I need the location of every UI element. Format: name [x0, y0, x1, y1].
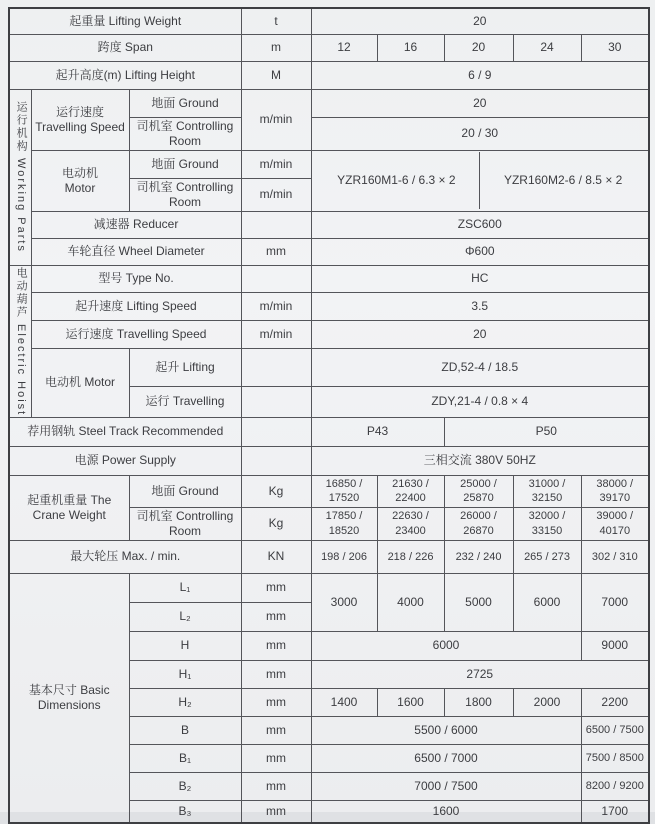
sublabel-b2: B₂: [129, 772, 241, 800]
row-crane-weight-ground: [9, 475, 649, 507]
unit-type-no-empty: [241, 265, 311, 292]
value-crane-weight-cab-1: 17850 / 18520: [311, 507, 377, 540]
sublabel-b1: B₁: [129, 744, 241, 772]
row-lifting-height: [9, 61, 649, 89]
value-crane-weight-cab-4: 32000 / 33150: [513, 507, 581, 540]
value-motor-left: YZR160M1-6 / 6.3 × 2: [337, 173, 456, 187]
value-b1-main: 6500 / 7000: [311, 744, 581, 772]
working-parts-vertical-text: 运行机构 Working Parts: [15, 101, 28, 253]
label-travelling-speed: 运行速度 Travelling Speed: [31, 89, 129, 150]
value-hoist-travelling-speed: 20: [311, 320, 649, 348]
value-max-wheel-load-1: 198 / 206: [311, 540, 377, 573]
unit-crane-weight-cab: Kg: [241, 507, 311, 540]
value-lifting-height: 6 / 9: [311, 61, 649, 89]
row-wheel-diameter: [9, 238, 649, 265]
value-lifting-weight: 20: [311, 8, 649, 34]
value-crane-weight-ground-1: 16850 / 17520: [311, 475, 377, 507]
label-power-supply: 电源 Power Supply: [9, 446, 241, 475]
value-l-4: 6000: [513, 573, 581, 631]
unit-max-wheel-load: KN: [241, 540, 311, 573]
row-lifting-speed: [9, 292, 649, 320]
electric-hoist-vertical-text: 电动葫芦 Electric Hoist: [15, 266, 28, 416]
value-b2-last: 8200 / 9200: [581, 772, 649, 800]
crane-spec-table: [8, 7, 650, 824]
label-max-wheel-load: 最大轮压 Max. / min.: [9, 540, 241, 573]
sublabel-l2: L₂: [129, 602, 241, 631]
label-motor-cn: 电动机: [61, 165, 98, 180]
unit-wheel-diameter: mm: [241, 238, 311, 265]
value-lifting-speed: 3.5: [311, 292, 649, 320]
row-reducer: [9, 211, 649, 238]
sublabel-ground: 地面 Ground: [129, 475, 241, 507]
group-label-working-parts: [9, 89, 31, 265]
value-max-wheel-load-3: 232 / 240: [444, 540, 513, 573]
value-b-main: 5500 / 6000: [311, 716, 581, 744]
unit-span: m: [241, 34, 311, 61]
value-reducer: ZSC600: [311, 211, 649, 238]
label-hoist-motor: 电动机 Motor: [31, 348, 129, 417]
sublabel-ground: 地面 Ground: [129, 89, 241, 117]
value-span-16: 16: [377, 34, 444, 61]
unit-b: mm: [241, 716, 311, 744]
value-motor-right: YZR160M2-6 / 8.5 × 2: [479, 152, 646, 209]
unit-lifting-weight: t: [241, 8, 311, 34]
unit-b2: mm: [241, 772, 311, 800]
label-lifting-height: 起升高度(m) Lifting Height: [9, 61, 241, 89]
label-crane-weight: 起重机重量 The Crane Weight: [9, 475, 129, 540]
row-hoist-travelling-speed: [9, 320, 649, 348]
value-h2-2: 1600: [377, 688, 444, 716]
value-h1: 2725: [311, 660, 649, 688]
unit-hoist-motor-travelling-empty: [241, 386, 311, 417]
value-l-3: 5000: [444, 573, 513, 631]
label-lifting-weight: 起重量 Lifting Weight: [9, 8, 241, 34]
unit-h2: mm: [241, 688, 311, 716]
sublabel-b: B: [129, 716, 241, 744]
value-crane-weight-cab-3: 26000 / 26870: [444, 507, 513, 540]
sublabel-travelling: 运行 Travelling: [129, 386, 241, 417]
row-lifting-weight: [9, 8, 649, 34]
row-dim-l1: [9, 573, 649, 602]
sublabel-h2: H₂: [129, 688, 241, 716]
label-type-no: 型号 Type No.: [31, 265, 241, 292]
label-lifting-speed: 起升速度 Lifting Speed: [31, 292, 241, 320]
sublabel-ground: 地面 Ground: [129, 150, 241, 178]
unit-lifting-speed: m/min: [241, 292, 311, 320]
value-b-last: 6500 / 7500: [581, 716, 649, 744]
unit-b1: mm: [241, 744, 311, 772]
value-hoist-motor-lifting: ZD,52-4 / 18.5: [311, 348, 649, 386]
value-b3-main: 1600: [311, 800, 581, 823]
unit-crane-weight-ground: Kg: [241, 475, 311, 507]
label-reducer: 减速器 Reducer: [31, 211, 241, 238]
unit-travelling-speed: m/min: [241, 89, 311, 150]
label-wheel-diameter: 车轮直径 Wheel Diameter: [31, 238, 241, 265]
unit-steel-track-empty: [241, 417, 311, 446]
value-steel-track-p50: P50: [444, 417, 649, 446]
value-span-30: 30: [581, 34, 649, 61]
unit-l1: mm: [241, 573, 311, 602]
value-max-wheel-load-2: 218 / 226: [377, 540, 444, 573]
value-l-1: 3000: [311, 573, 377, 631]
value-h2-4: 2000: [513, 688, 581, 716]
value-h-last: 9000: [581, 631, 649, 660]
row-type-no: [9, 265, 649, 292]
value-crane-weight-ground-3: 25000 / 25870: [444, 475, 513, 507]
sublabel-controlling-room: 司机室 Controlling Room: [129, 117, 241, 150]
row-span: [9, 34, 649, 61]
row-max-wheel-load: [9, 540, 649, 573]
value-crane-weight-cab-2: 22630 / 23400: [377, 507, 444, 540]
value-b3-last: 1700: [581, 800, 649, 823]
sublabel-lifting: 起升 Lifting: [129, 348, 241, 386]
value-wheel-diameter: Φ600: [311, 238, 649, 265]
value-crane-weight-ground-5: 38000 / 39170: [581, 475, 649, 507]
value-b2-main: 7000 / 7500: [311, 772, 581, 800]
group-label-electric-hoist: [9, 265, 31, 417]
value-steel-track-p43: P43: [311, 417, 444, 446]
unit-power-supply-empty: [241, 446, 311, 475]
sublabel-controlling-room: 司机室 Controlling Room: [129, 178, 241, 211]
value-l-5: 7000: [581, 573, 649, 631]
value-type-no: HC: [311, 265, 649, 292]
value-power-supply: 三相交流 380V 50HZ: [311, 446, 649, 475]
label-motor-en: Motor: [64, 180, 96, 195]
motor-model-split: [314, 152, 647, 209]
sublabel-b3: B₃: [129, 800, 241, 823]
value-max-wheel-load-4: 265 / 273: [513, 540, 581, 573]
row-steel-track: [9, 417, 649, 446]
value-travelling-speed-ground: 20: [311, 89, 649, 117]
value-crane-weight-cab-5: 39000 / 40170: [581, 507, 649, 540]
value-travelling-speed-cab: 20 / 30: [311, 117, 649, 150]
unit-lifting-height: M: [241, 61, 311, 89]
unit-h: mm: [241, 631, 311, 660]
value-span-24: 24: [513, 34, 581, 61]
label-steel-track: 荐用钢轨 Steel Track Recommended: [9, 417, 241, 446]
unit-hoist-travelling-speed: m/min: [241, 320, 311, 348]
unit-hoist-motor-lifting-empty: [241, 348, 311, 386]
row-power-supply: [9, 446, 649, 475]
unit-b3: mm: [241, 800, 311, 823]
value-b1-last: 7500 / 8500: [581, 744, 649, 772]
value-span-12: 12: [311, 34, 377, 61]
unit-reducer-empty: [241, 211, 311, 238]
value-l-2: 4000: [377, 573, 444, 631]
value-hoist-motor-travelling: ZDY,21-4 / 0.8 × 4: [311, 386, 649, 417]
unit-l2: mm: [241, 602, 311, 631]
value-h-main: 6000: [311, 631, 581, 660]
sublabel-h1: H₁: [129, 660, 241, 688]
value-h2-5: 2200: [581, 688, 649, 716]
sublabel-l1: L₁: [129, 573, 241, 602]
row-travelling-speed-ground: [9, 89, 649, 117]
label-hoist-travelling-speed: 运行速度 Travelling Speed: [31, 320, 241, 348]
sublabel-h: H: [129, 631, 241, 660]
value-span-20: 20: [444, 34, 513, 61]
value-max-wheel-load-5: 302 / 310: [581, 540, 649, 573]
value-crane-weight-ground-2: 21630 / 22400: [377, 475, 444, 507]
value-h2-3: 1800: [444, 688, 513, 716]
unit-motor-cab: m/min: [241, 178, 311, 211]
sublabel-controlling-room: 司机室 Controlling Room: [129, 507, 241, 540]
unit-h1: mm: [241, 660, 311, 688]
label-span: 跨度 Span: [9, 34, 241, 61]
label-basic-dimensions: 基本尺寸 Basic Dimensions: [9, 573, 129, 823]
value-motor-models: [311, 150, 649, 211]
value-crane-weight-ground-4: 31000 / 32150: [513, 475, 581, 507]
row-motor-ground: [9, 150, 649, 178]
value-h2-1: 1400: [311, 688, 377, 716]
row-hoist-motor-lifting: [9, 348, 649, 386]
unit-motor-ground: m/min: [241, 150, 311, 178]
label-motor: [31, 150, 129, 211]
